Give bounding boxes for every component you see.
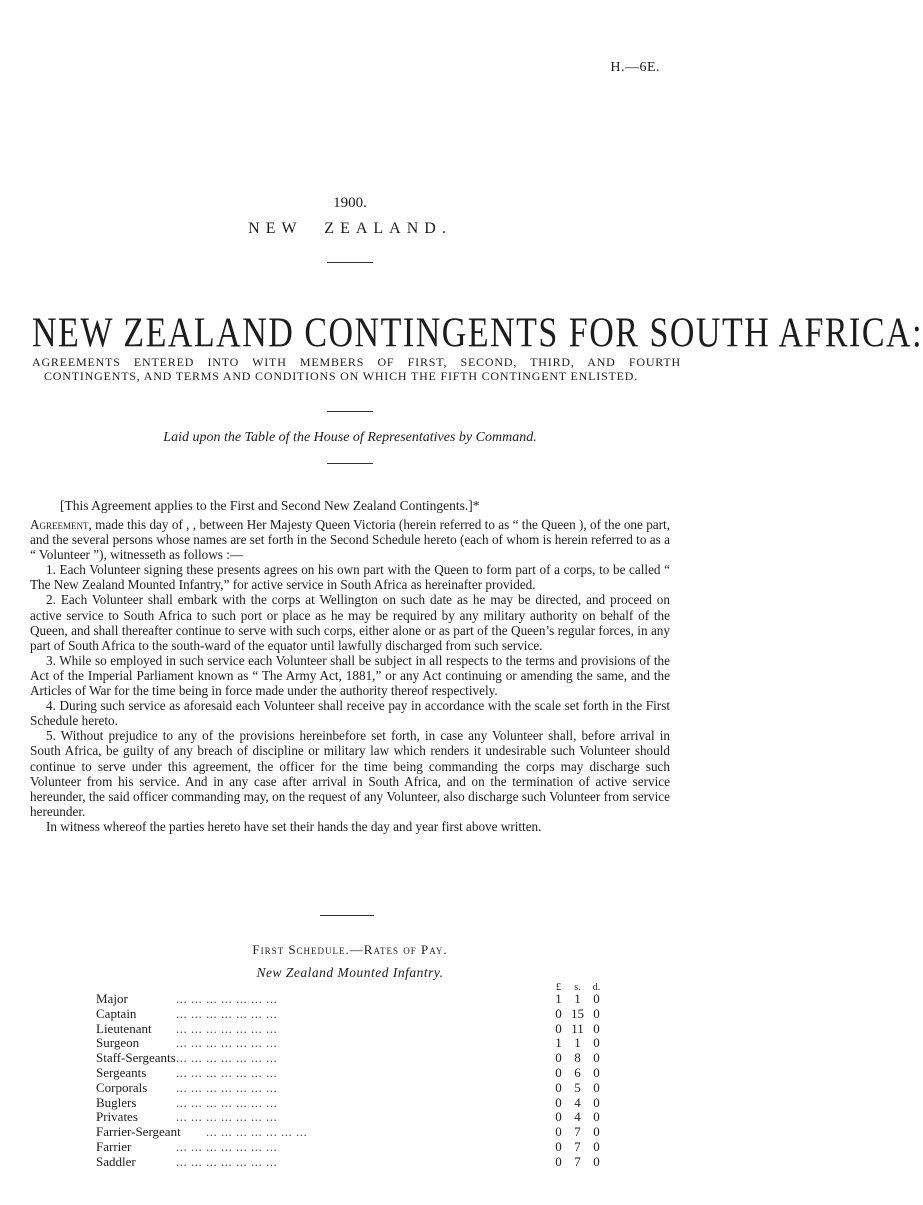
pay-amount: [549, 1140, 606, 1155]
pence: 0: [593, 1153, 600, 1169]
clause-5: 5. Without prejudice to any of the provisions hereinbefore set forth, in case any Volunteer shall, before arrival in South Africa, be guilty of any breach of discipline or military law which renders it undesirable such Volunteer should continue to serve under this agreement, the officer for the time being commanding the corps may discharge such Volunteer from his service. And in any case after arrival in South Africa, and on the termination of active service hereunder, the said officer commanding may, on the request of any Volunteer, also discharge such Volunteer from service hereunder.: [30, 728, 670, 819]
divider-title: [327, 411, 373, 412]
pence: 0: [593, 1124, 600, 1140]
pence: 0: [593, 1020, 600, 1036]
agreement-body: [30, 517, 670, 834]
country-heading: NEW ZEALAND.: [248, 220, 452, 237]
leader-dots: ... ... ... ... ... ... ...: [176, 1153, 278, 1169]
pence: 0: [593, 1109, 600, 1125]
table-row: [96, 1155, 616, 1170]
pence: 0: [593, 1138, 600, 1154]
table-row: [96, 1007, 616, 1022]
agreement-lead: Agreement,: [30, 517, 92, 532]
rank-label: Privates: [96, 1109, 138, 1125]
pounds: 0: [555, 1124, 562, 1140]
table-row: [96, 1110, 616, 1125]
pounds: 1: [555, 1035, 562, 1051]
rank-label: Farrier-Sergeant: [96, 1124, 181, 1140]
clause-2: 2. Each Volunteer shall embark with the corps at Wellington on such date as he may be directed, and proceed on active service to South Africa to such port or place as he may be required by any military authority on behalf of the Queen, and shall thereafter continue to serve with such corps, either alone or as part of the Queen’s regular forces, in any part of South Africa to the south-ward of the equator until lawfully discharged from such service.: [30, 592, 670, 653]
pence: 0: [593, 1035, 600, 1051]
witness-clause: In witness whereof the parties hereto have set their hands the day and year first above written.: [46, 818, 542, 834]
shillings: 4: [574, 1094, 581, 1110]
rank-label: Major: [96, 991, 128, 1006]
schedule-subtitle: New Zealand Mounted Infantry.: [256, 965, 444, 980]
agreement-scope-note: [This Agreement applies to the First and Second New Zealand Contingents.]*: [60, 498, 480, 513]
rank-label: Lieutenant: [96, 1020, 152, 1036]
schedule-title: First Schedule.—Rates of Pay.: [252, 942, 448, 957]
shillings: 4: [574, 1109, 581, 1125]
pay-amount: [549, 1081, 606, 1096]
shillings: 11: [571, 1020, 584, 1036]
page-subtitle: AGREEMENTS ENTERED INTO WITH MEMBERS OF FIRST, SECOND, THIRD, AND FOURTH CONTINGENTS, AND TERMS AND CONDITIONS ON WHICH THE FIFTH CONTINGENT ENLISTED.: [32, 355, 681, 383]
divider-schedule: [320, 915, 374, 916]
pounds-header: £: [556, 982, 561, 993]
pay-amount: [549, 992, 606, 1007]
table-row: [96, 992, 616, 1007]
shillings: 1: [574, 991, 581, 1006]
pounds: 0: [555, 1020, 562, 1036]
clause-1: 1. Each Volunteer signing these presents agrees on his own part with the Queen to form part of a corps, to be called “ The New Zealand Mounted Infantry,” for active service in South Africa as hereinafter provided.: [30, 562, 670, 593]
pence-header: d.: [592, 982, 601, 993]
rank-label: Buglers: [96, 1094, 137, 1110]
year: 1900.: [333, 195, 367, 211]
pounds: 0: [555, 1064, 562, 1080]
leader-dots: ... ... ... ... ... ... ...: [176, 1064, 278, 1080]
table-row: [96, 1066, 616, 1081]
shillings: 7: [574, 1124, 581, 1140]
shillings: 6: [574, 1064, 581, 1080]
shillings: 1: [574, 1035, 581, 1051]
pay-amount: [549, 1022, 606, 1037]
rank-label: Sergeants: [96, 1064, 147, 1080]
table-row: [96, 1125, 616, 1140]
pay-amount: [549, 1066, 606, 1081]
rank-label: Saddler: [96, 1153, 136, 1169]
leader-dots: ... ... ... ... ... ... ...: [176, 1020, 278, 1036]
pay-amount: [549, 1110, 606, 1125]
pay-amount: [549, 1007, 606, 1022]
pay-rates-table: [96, 992, 616, 1170]
table-row: [96, 1022, 616, 1037]
pounds: 0: [555, 1079, 562, 1095]
leader-dots: ... ... ... ... ... ... ...: [176, 1035, 278, 1051]
pay-amount: [549, 1096, 606, 1111]
pounds: 0: [555, 1138, 562, 1154]
page-title: NEW ZEALAND CONTINGENTS FOR SOUTH AFRICA:: [32, 310, 923, 357]
shillings: 7: [574, 1138, 581, 1154]
leader-dots: ... ... ... ... ... ... ...: [176, 991, 278, 1006]
clause-3: 3. While so employed in such service each Volunteer shall be subject in all respects to the terms and provisions of the Act of the Imperial Parliament known as “ The Army Act, 1881,” or any Act continuing or amending the same, and the Articles of War for the time being in force made under the authority thereof respectively.: [30, 652, 670, 699]
pounds: 0: [555, 1005, 562, 1021]
table-row: [96, 1036, 616, 1051]
divider-laid: [327, 463, 373, 464]
shillings: 5: [574, 1079, 581, 1095]
shillings: 7: [574, 1153, 581, 1169]
leader-dots: ... ... ... ... ... ... ...: [176, 1138, 278, 1154]
rank-label: Corporals: [96, 1079, 148, 1095]
laid-upon-table: Laid upon the Table of the House of Representatives by Command.: [163, 430, 537, 445]
divider-top: [327, 262, 373, 263]
table-row: [96, 1140, 616, 1155]
pence: 0: [593, 1094, 600, 1110]
table-row: [96, 1051, 616, 1066]
leader-dots: ... ... ... ... ... ... ...: [176, 1005, 278, 1021]
pounds: 0: [555, 1153, 562, 1169]
pounds: 0: [555, 1050, 562, 1066]
pence: 0: [593, 1050, 600, 1066]
leader-dots: ... ... ... ... ... ... ...: [176, 1094, 278, 1110]
pence: 0: [593, 1005, 600, 1021]
rank-label: Staff-Sergeants: [96, 1050, 176, 1066]
pay-amount: [549, 1036, 606, 1051]
pence: 0: [593, 1064, 600, 1080]
leader-dots: ... ... ... ... ... ... ...: [176, 1079, 278, 1095]
rank-label: Surgeon: [96, 1035, 140, 1051]
table-row: [96, 1096, 616, 1111]
pence: 0: [593, 991, 600, 1006]
pounds: 0: [555, 1109, 562, 1125]
rank-label: Farrier: [96, 1138, 132, 1154]
clause-4: 4. During such service as aforesaid each Volunteer shall receive pay in accordance with the scale set forth in the First Schedule hereto.: [30, 698, 670, 729]
agreement-preamble: [30, 517, 670, 562]
shillings: 15: [571, 1005, 584, 1021]
pounds: 0: [555, 1094, 562, 1110]
agreement-preamble-text: made this day of , , between Her Majesty Queen Victoria (herein referred to as “ the Queen ), of the one part, and the several persons whose names are set forth in the Second Schedule hereto (each of whom is herein referred to as a “ Volunteer ”), witnesseth as follows :—: [30, 517, 670, 563]
leader-dots: ... ... ... ... ... ... ...: [176, 1109, 278, 1125]
pay-amount: [549, 1051, 606, 1066]
rank-label: Captain: [96, 1005, 137, 1021]
leader-dots: ... ... ... ... ... ... ...: [206, 1124, 308, 1140]
shillings-header: s.: [574, 982, 581, 993]
pay-amount: [549, 1155, 606, 1170]
shillings: 8: [574, 1050, 581, 1066]
pay-amount: [549, 1125, 606, 1140]
table-row: [96, 1081, 616, 1096]
pounds: 1: [555, 991, 562, 1006]
pence: 0: [593, 1079, 600, 1095]
document-reference: H.—6E.: [610, 60, 660, 75]
leader-dots: ... ... ... ... ... ... ...: [176, 1050, 278, 1066]
